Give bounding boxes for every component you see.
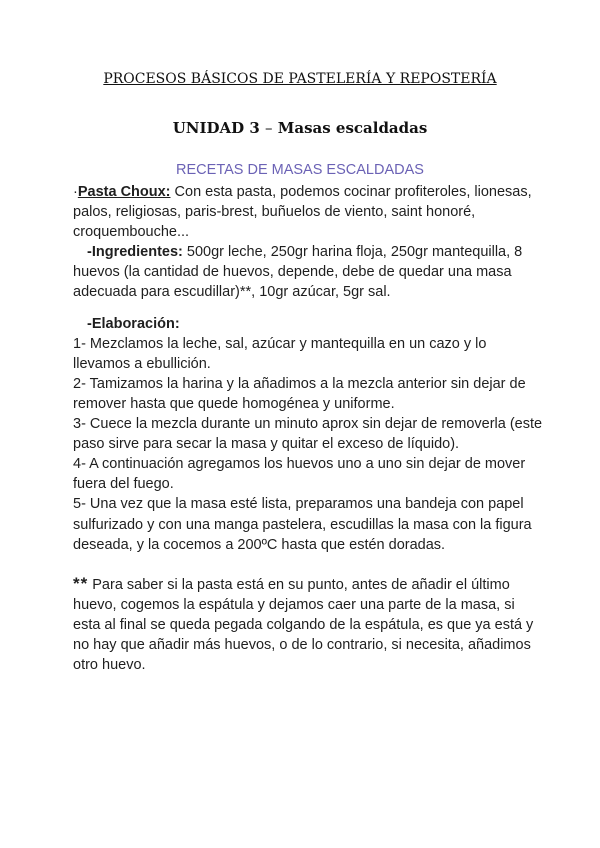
unit-name: Masas escaldadas [272, 119, 428, 137]
unit-number: UNIDAD 3 [172, 119, 266, 137]
pasta-choux-label: Pasta Choux: [77, 184, 171, 200]
ingredients-paragraph [73, 242, 543, 302]
ingredients-label: -Ingredientes: [87, 244, 183, 261]
note-marker: ** [73, 573, 89, 593]
document-title: PROCESOS BÁSICOS DE PASTELERÍA Y REPOSTERÍA [103, 71, 497, 87]
bullet: · [73, 184, 78, 200]
ingredients-text: 500gr leche, 250gr harina floja, 250gr mantequilla, 8 huevos (la cantidad de huevos, depende, debe de quedar una masa adecuada para escudillar)**, 10gr azúcar, 5gr sal. [73, 244, 523, 301]
spacer [73, 555, 543, 574]
document-body [73, 182, 543, 675]
spacer [73, 303, 543, 314]
note-paragraph [73, 574, 543, 675]
elaboration-label: -Elaboración: [87, 315, 180, 332]
elaboration-heading [73, 314, 543, 334]
pasta-choux-paragraph [73, 182, 543, 242]
elaboration-step-4: 4- A continuación agregamos los huevos uno a uno sin dejar de mover fuera del fuego. [73, 456, 526, 493]
elaboration-step-5: 5- Una vez que la masa esté lista, preparamos una bandeja con papel sulfurizado y con una manga pastelera, escudillas la masa con la figura deseada, y la cocemos a 200ºC hasta que estén doradas. [73, 496, 532, 553]
unit-dash: – [265, 119, 273, 137]
elaboration-step-1: 1- Mezclamos la leche, sal, azúcar y mantequilla en un cazo y lo llevamos a ebullición. [73, 335, 487, 372]
elaboration-step-2: 2- Tamizamos la harina y la añadimos a la mezcla anterior sin dejar de remover hasta que quede homogénea y uniforme. [73, 375, 526, 412]
note-text: Para saber si la pasta está en su punto, antes de añadir el último huevo, cogemos la espátula y dejamos caer una parte de la masa, si esta al final se queda pegada colgando de la espátula, es que ya está y no hay que añadir más huevos, o de lo contrario, si necesita, añadimos otro huevo. [73, 576, 534, 674]
section-heading: RECETAS DE MASAS ESCALDADAS [176, 162, 424, 178]
pasta-choux-text: Con esta pasta, podemos cocinar profiteroles, lionesas, palos, religiosas, paris-brest, buñuelos de viento, saint honoré, croquembouche... [73, 184, 532, 241]
elaboration-step-3: 3- Cuece la mezcla durante un minuto aprox sin dejar de removerla (este paso sirve para secar la masa y quitar el exceso de líquido). [73, 416, 543, 453]
unit-heading [0, 119, 600, 137]
